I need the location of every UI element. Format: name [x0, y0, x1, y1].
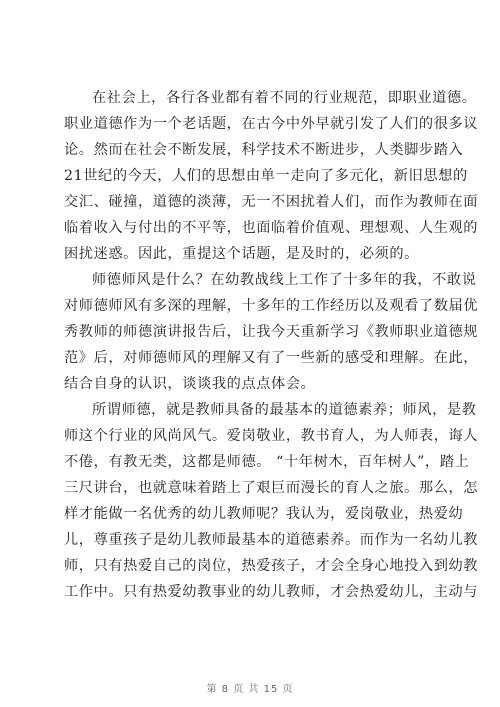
page-number-footer: 第 8 页 共 15 页 [206, 684, 294, 695]
text-line: 儿，尊重孩子是幼儿教师最基本的道德素养。而作为一名幼儿教 [64, 532, 479, 548]
text-line: 困扰迷惑。因此，重提这个话题，是及时的，必须的。 [64, 246, 419, 262]
text-line: 不倦，有教无类，这都是师德。 “十年树木，百年树人”，踏上 [64, 454, 470, 470]
text-line: 论。然而在社会不断发展，科学技术不断进步，人类脚步踏入 [64, 142, 464, 158]
text-line: 对师德师风有多深的理解，十多年的工作经历以及观看了数届优 [64, 298, 479, 314]
text-line: 在社会上，各行各业都有着不同的行业规范，即职业道德。 [92, 90, 477, 106]
text-line: 交汇、碰撞，道德的淡薄，无一不困扰着人们，而作为教师在面 [64, 194, 479, 210]
paragraph-3 [64, 397, 479, 605]
paragraph-2 [64, 267, 479, 397]
text-line: 所谓师德，就是教师具备的最基本的道德素养；师风，是教 [92, 402, 477, 418]
document-body [64, 85, 479, 605]
text-line: 三尺讲台，也就意味着踏上了艰巨而漫长的育人之旅。那么，怎 [64, 480, 479, 496]
text-line: 工作中。只有热爱幼教事业的幼儿教师，才会热爱幼儿，主动与 [64, 584, 479, 600]
text-line: 21世纪的今天，人们的思想由单一走向了多元化，新旧思想的 [64, 168, 468, 184]
text-line: 临着收入与付出的不平等，也面临着价值观、理想观、人生观的 [64, 220, 479, 236]
paragraph-1 [64, 85, 479, 267]
text-line: 样才能做一名优秀的幼儿教师呢？我认为，爱岗敬业，热爱幼 [64, 506, 464, 522]
text-line: 师德师风是什么？在幼教战线上工作了十多年的我，不敢说 [92, 272, 477, 288]
text-line: 师，只有热爱自己的岗位，热爱孩子，才会全身心地投入到幼教 [64, 558, 479, 574]
text-line: 师这个行业的风尚风气。爱岗敬业，教书育人，为人师表，诲人 [64, 428, 479, 444]
text-line: 范》后，对师德师风的理解又有了一些新的感受和理解。在此， [64, 350, 479, 366]
text-line: 职业道德作为一个老话题，在古今中外早就引发了人们的很多议 [64, 116, 479, 132]
text-line: 秀教师的师德演讲报告后，让我今天重新学习《教师职业道德规 [64, 324, 479, 340]
text-line: 结合自身的认识，谈谈我的点点体会。 [64, 376, 316, 392]
